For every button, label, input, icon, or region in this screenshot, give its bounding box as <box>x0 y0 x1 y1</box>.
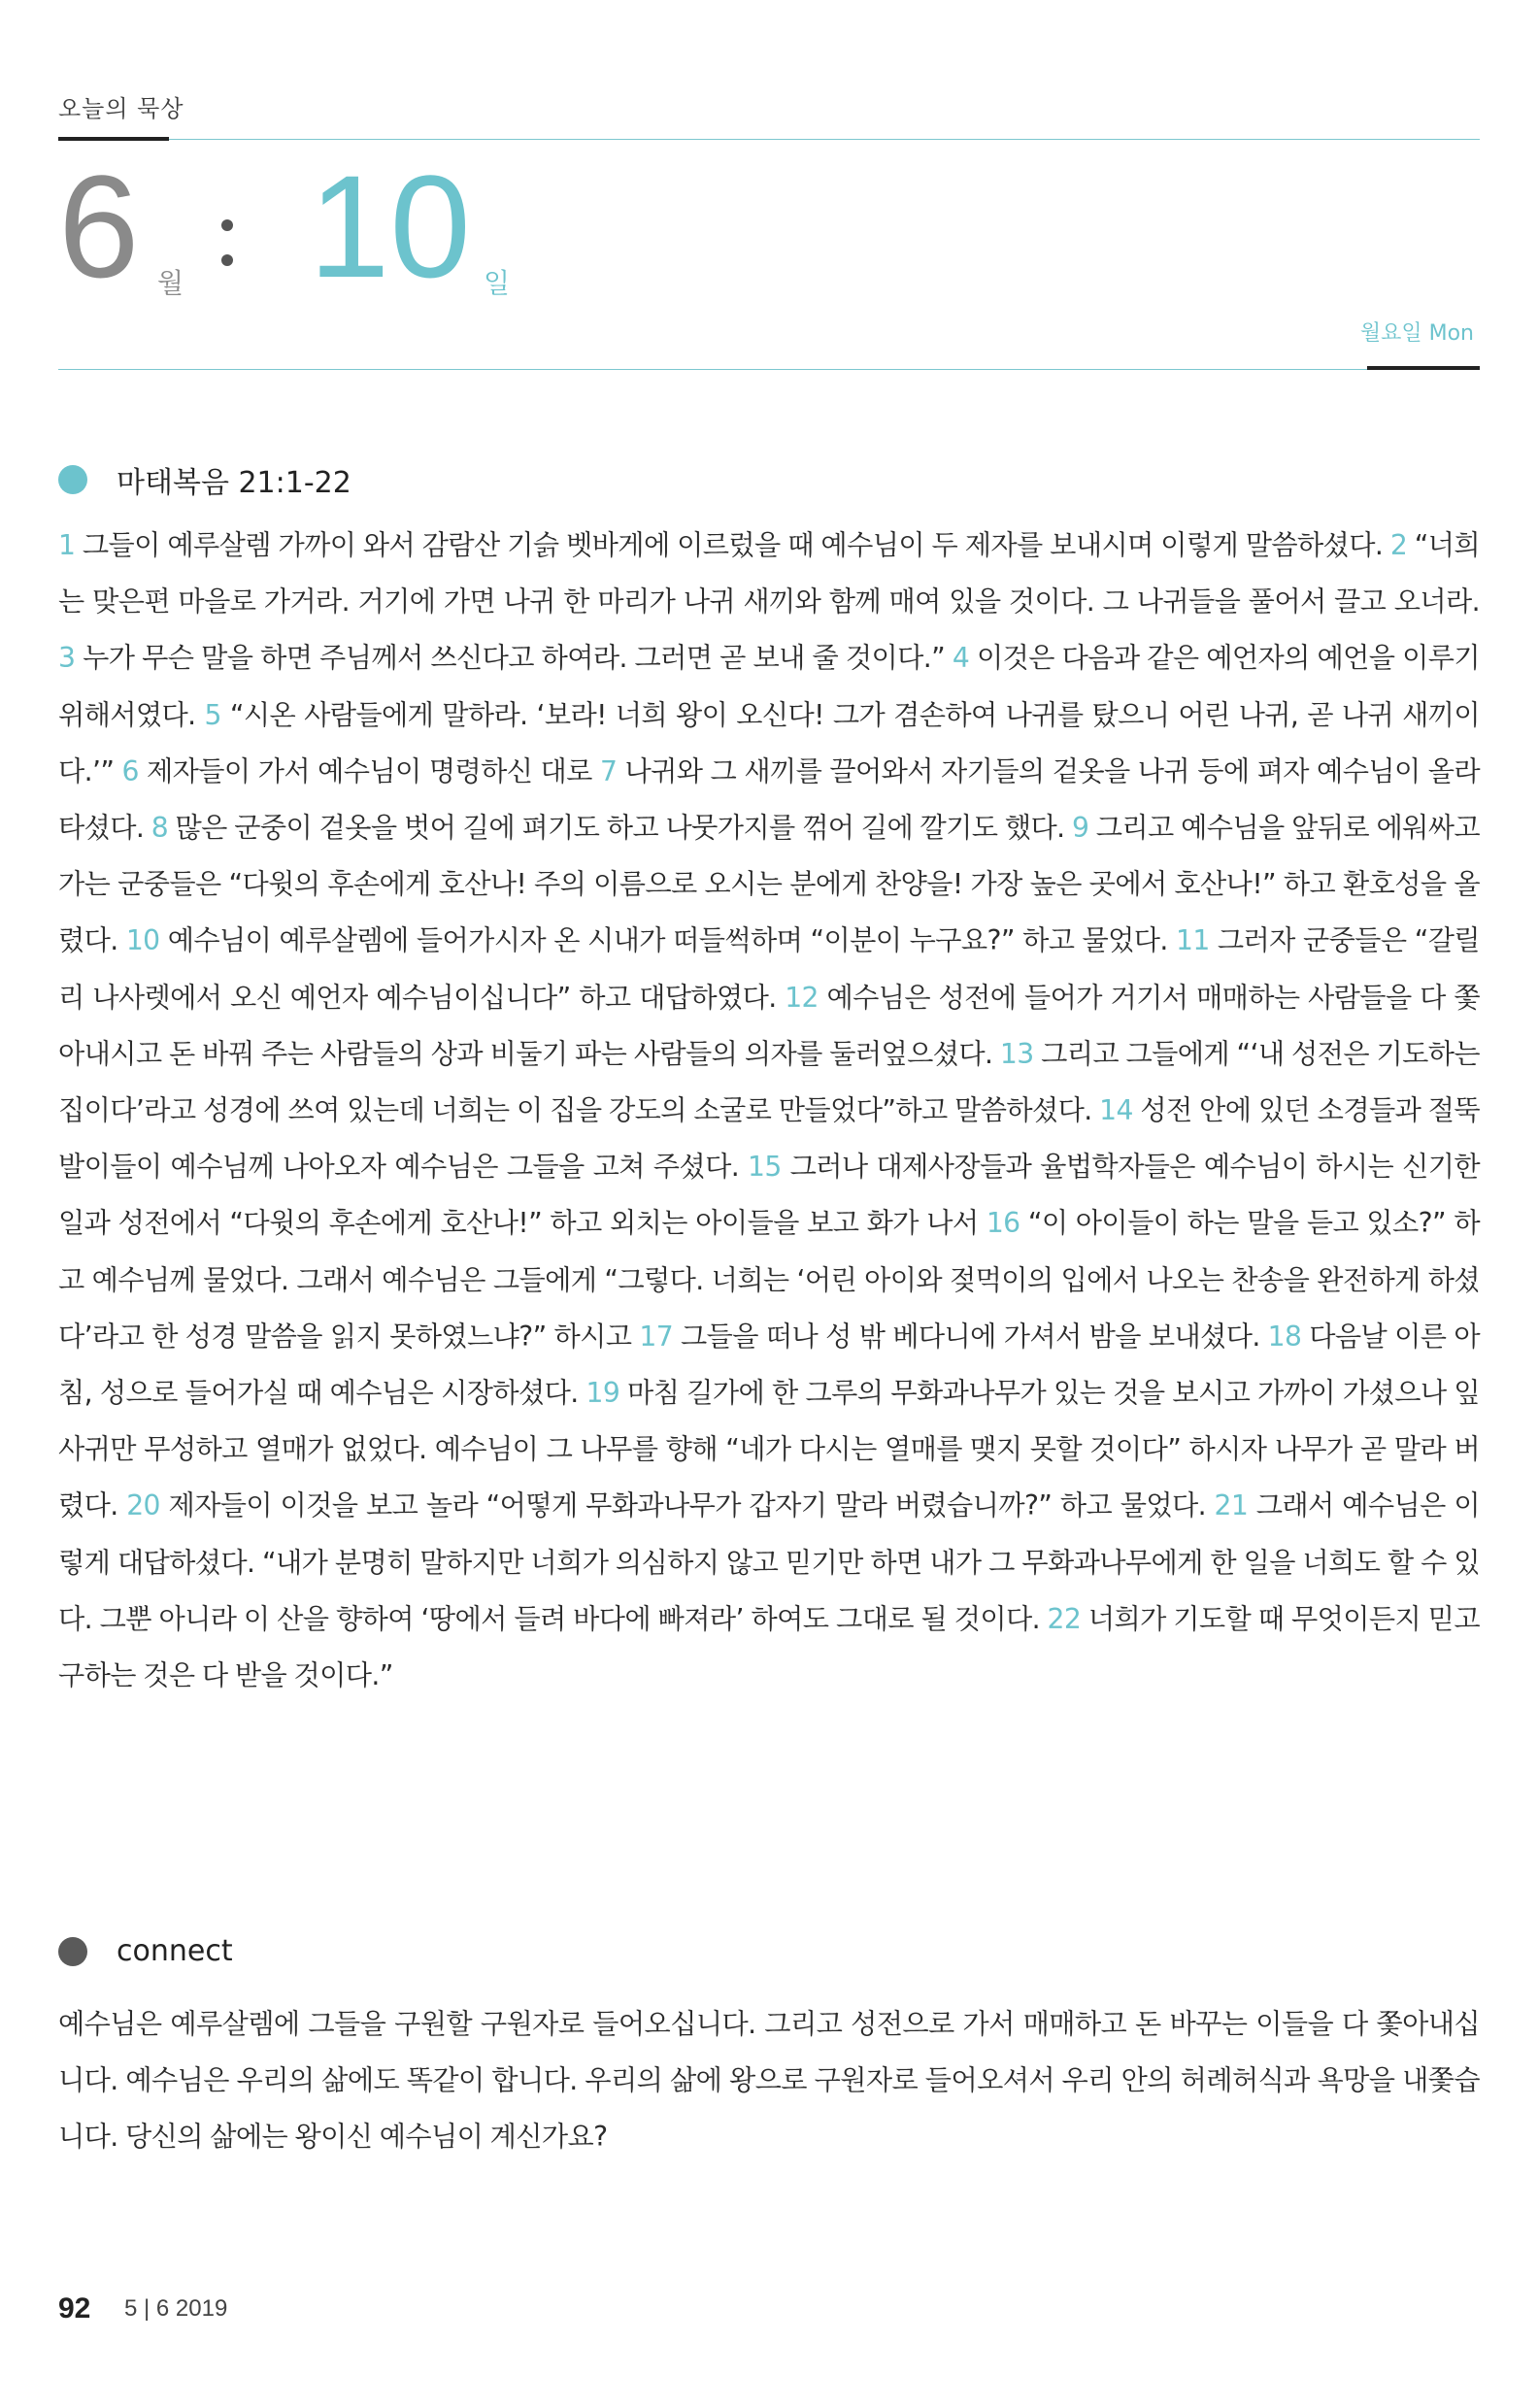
verse-number: 1 <box>58 529 76 561</box>
verse-text: 다음날 이른 아침, 성으로 들어가실 때 예수님은 시장하셨다. <box>58 1320 1480 1410</box>
issue-label: 5 | 6 2019 <box>124 2295 228 2322</box>
verse-number: 12 <box>785 981 819 1014</box>
verse-text: 제자들이 가서 예수님이 명령하신 대로 <box>138 754 600 787</box>
verse-number: 5 <box>204 698 221 731</box>
date-rule-accent <box>1367 366 1480 370</box>
verse-text: 그들이 예루살렘 가까이 와서 감람산 기슭 벳바게에 이르렀을 때 예수님이 두 제자를 보내시며 이렇게 말씀하셨다. <box>75 529 1390 561</box>
bullet-dot-icon <box>58 465 87 494</box>
verse-number: 2 <box>1389 529 1408 561</box>
date-rule <box>58 369 1367 370</box>
verse-text: 이것은 다음과 같은 예언자의 예언을 이루기 위해서였다. <box>58 642 1480 731</box>
verse-number: 11 <box>1176 924 1210 957</box>
verse-number: 9 <box>1071 812 1089 845</box>
verse-number: 8 <box>150 812 169 845</box>
verse-number: 3 <box>58 642 76 675</box>
weekday-label: 월요일 Mon <box>1359 321 1474 346</box>
verse-text: “시온 사람들에게 말하라. ‘보라! 너희 왕이 오신다! 그가 겸손하여 나귀를 탔으니 어린 나귀, 곧 나귀 새끼이다.’” <box>58 698 1480 787</box>
verse-number: 16 <box>986 1207 1020 1240</box>
date-month-unit: 월 <box>157 267 184 299</box>
date-month: 6 <box>58 145 140 308</box>
verse-text: 그래서 예수님은 이렇게 대답하셨다. “내가 분명히 말하지만 너희가 의심하지 않고 믿기만 하면 내가 그 무화과나무에게 한 일을 너희도 할 수 있다. 그뿐 아니라 이 산을 향하여 ‘땅에서 들려 바다에 빠져라’ 하여도 그대로 될 것이다. <box>58 1489 1480 1635</box>
date-separator <box>221 194 239 282</box>
bullet-dot-icon <box>58 1937 87 1966</box>
verse-text: “너희는 맞은편 마을로 가거라. 거기에 가면 나귀 한 마리가 나귀 새끼와 함께 매여 있을 것이다. 그 나귀들을 풀어서 끌고 오너라. <box>58 529 1481 619</box>
verse-number: 10 <box>125 924 160 957</box>
verse-number: 17 <box>639 1320 674 1353</box>
verse-text: 그리고 그들에게 “‘내 성전은 기도하는 집이다’라고 성경에 쓰여 있는데 너희는 이 집을 강도의 소굴로 만들었다”하고 말씀하셨다. <box>58 1037 1480 1127</box>
verse-text: “이 아이들이 하는 말을 듣고 있소?” 하고 예수님께 물었다. 그래서 예수님은 그들에게 “그렇다. 너희는 ‘어린 아이와 젖먹이의 입에서 나오는 찬송을 완전하게 하셨다’라고 한 성경 말씀을 읽지 못하였느냐?” 하시고 <box>58 1207 1480 1353</box>
section-label: 오늘의 묵상 <box>58 95 184 122</box>
connect-title: connect <box>117 1934 233 1968</box>
verse-text: 나귀와 그 새끼를 끌어와서 자기들의 겉옷을 나귀 등에 펴자 예수님이 올라타셨다. <box>58 754 1481 845</box>
verse-text: 예수님은 성전에 들어가 거기서 매매하는 사람들을 다 쫓아내시고 돈 바꿔 주는 사람들의 상과 비둘기 파는 사람들의 의자를 둘러엎으셨다. <box>58 981 1480 1070</box>
verse-text: 그리고 예수님을 앞뒤로 에워싸고 가는 군중들은 “다윗의 후손에게 호산나! 주의 이름으로 오시는 분에게 찬양을! 가장 높은 곳에서 호산나!” 하고 환호성을 올렸다. <box>58 812 1480 957</box>
connect-text: 예수님은 예루살렘에 그들을 구원할 구원자로 들어오십니다. 그리고 성전으로 가서 매매하고 돈 바꾸는 이들을 다 쫓아내십니다. 예수님은 우리의 삶에도 똑같이 합니다. 우리의 삶에 왕으로 구원자로 들어오셔서 우리 안의 허례허식과 욕망을 내쫓습니다. 당신의 삶에는 왕이신 예수님이 계신가요? <box>58 2008 1480 2154</box>
date-day: 10 <box>309 145 471 308</box>
verse-number: 4 <box>952 642 970 675</box>
page-number: 92 <box>58 2292 91 2324</box>
verse-number: 6 <box>121 754 139 787</box>
verse-text: 성전 안에 있던 소경들과 절뚝발이들이 예수님께 나아오자 예수님은 그들을 고쳐 주셨다. <box>58 1094 1480 1184</box>
verse-number: 13 <box>999 1037 1034 1070</box>
scripture-heading <box>58 458 351 501</box>
header-rule-accent <box>58 137 169 141</box>
header-rule <box>169 139 1480 140</box>
verse-number: 14 <box>1099 1094 1133 1127</box>
date-day-unit: 일 <box>484 267 511 299</box>
verse-number: 7 <box>599 754 618 787</box>
connect-heading <box>58 1934 233 1968</box>
verse-number: 21 <box>1214 1489 1249 1522</box>
verse-text: 누가 무슨 말을 하면 주님께서 쓰신다고 하여라. 그러면 곧 보내 줄 것이다.” <box>75 642 953 675</box>
scripture-reference: 마태복음 21:1-22 <box>117 466 351 500</box>
verse-number: 22 <box>1047 1602 1082 1635</box>
verse-number: 18 <box>1267 1320 1302 1353</box>
verse-text: 예수님이 예루살렘에 들어가시자 온 시내가 떠들썩하며 “이분이 누구요?” 하고 물었다. <box>159 924 1177 957</box>
verse-number: 15 <box>748 1151 782 1184</box>
verse-text: 그러나 대제사장들과 율법학자들은 예수님이 하시는 신기한 일과 성전에서 “다윗의 후손에게 호산나!” 하고 외치는 아이들을 보고 화가 나서 <box>58 1151 1481 1240</box>
verse-text: 그들을 떠나 성 밖 베다니에 가셔서 밤을 보내셨다. <box>673 1320 1268 1353</box>
verse-text: 제자들이 이것을 보고 놀라 “어떻게 무화과나무가 갑자기 말라 버렸습니까?” 하고 물었다. <box>159 1489 1215 1522</box>
verse-text: 그러자 군중들은 “갈릴리 나사렛에서 오신 예언자 예수님이십니다” 하고 대답하였다. <box>58 924 1481 1014</box>
scripture-text <box>58 518 1480 1704</box>
verse-number: 20 <box>126 1489 160 1522</box>
verse-text: 너희가 기도할 때 무엇이든지 믿고 구하는 것은 다 받을 것이다.” <box>58 1602 1481 1692</box>
verse-text: 마침 길가에 한 그루의 무화과나무가 있는 것을 보시고 가까이 가셨으나 잎사귀만 무성하고 열매가 없었다. 예수님이 그 나무를 향해 “네가 다시는 열매를 맺지 못할 것이다” 하시자 나무가 곧 말라 버렸다. <box>58 1377 1480 1522</box>
verse-number: 19 <box>585 1377 620 1410</box>
verse-text: 많은 군중이 겉옷을 벗어 길에 펴기도 하고 나뭇가지를 꺾어 길에 깔기도 했다. <box>168 812 1072 845</box>
